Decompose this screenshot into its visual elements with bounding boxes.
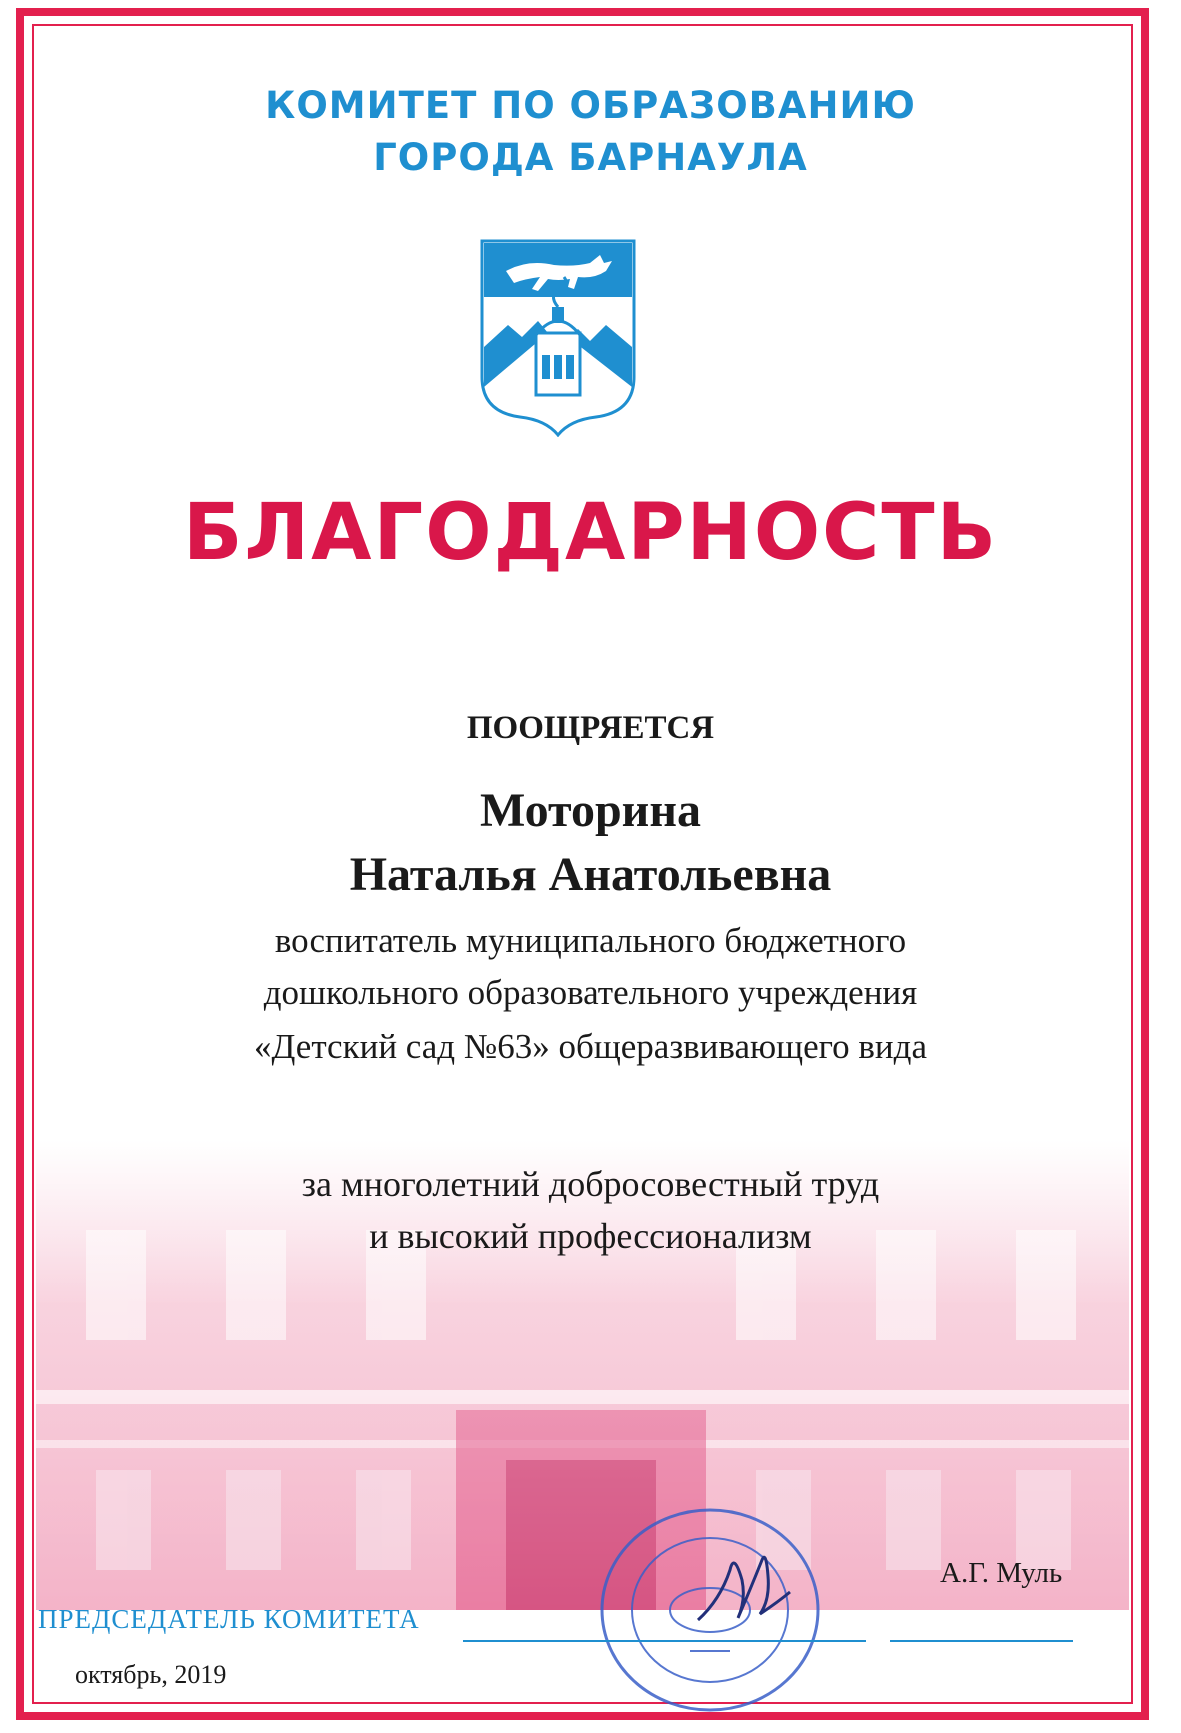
reason-line-1: за многолетний добросовестный труд [301,1164,880,1204]
chairman-label: ПРЕДСЕДАТЕЛЬ КОМИТЕТА [38,1604,420,1634]
signer-name: А.Г. Муль [940,1557,1063,1589]
reason-line-2: и высокий профессионализм [369,1216,812,1256]
handwritten-signature [690,1540,800,1630]
position-line-3: «Детский сад №63» общеразвивающего вида [254,1027,927,1066]
recipient-name: Наталья Анатольевна [349,848,832,901]
header-line-1: КОМИТЕТ ПО ОБРАЗОВАНИЮ [265,84,916,127]
issue-date: октябрь, 2019 [75,1660,227,1689]
name-line [890,1640,1073,1642]
position-line-2: дошкольного образовательного учреждения [263,973,918,1012]
header-line-2: ГОРОДА БАРНАУЛА [373,136,808,179]
encouraged-label: ПООЩРЯЕТСЯ [466,710,715,746]
signature-line [463,1640,866,1642]
recipient-surname: Моторина [480,784,701,837]
barnaul-coat-of-arms-icon [478,237,638,437]
position-line-1: воспитатель муниципального бюджетного [274,921,907,960]
certificate-title: БЛАГОДАРНОСТЬ [182,488,999,578]
